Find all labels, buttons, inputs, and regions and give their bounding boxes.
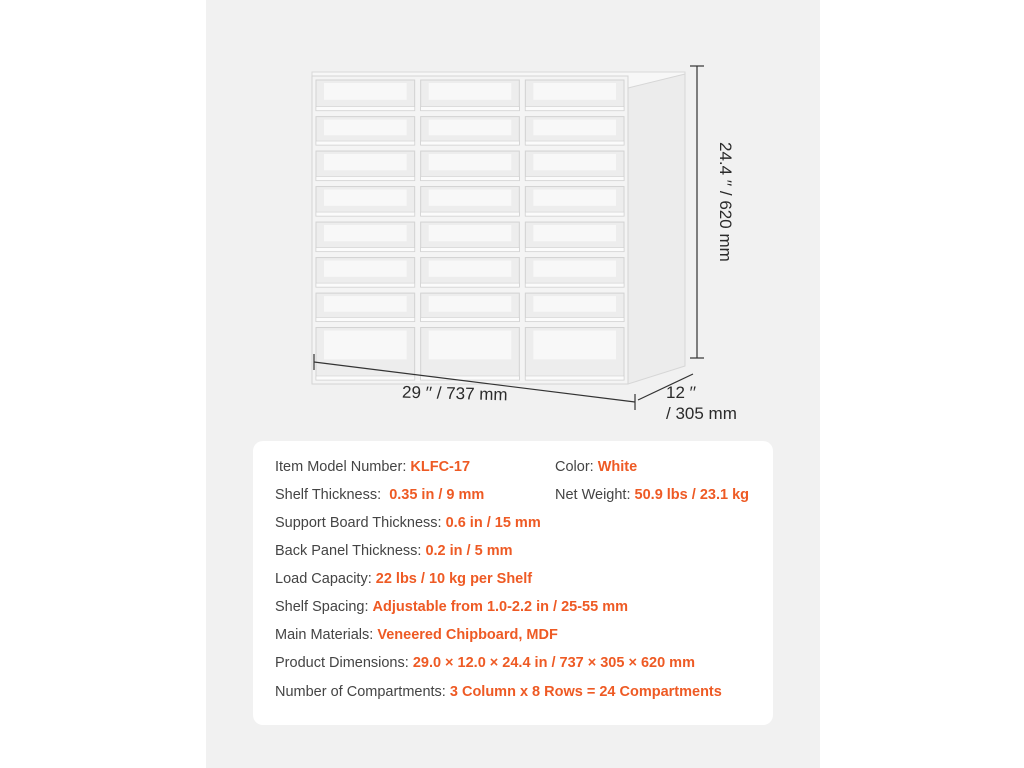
compartment-back-panel: [324, 331, 407, 360]
compartment-back-panel: [324, 190, 407, 206]
spec-net-weight: [555, 487, 749, 503]
spec-compartments: [275, 684, 722, 700]
spec-shelf-thickness: [275, 487, 484, 503]
compartment-back-panel: [324, 83, 407, 100]
spec-back-panel: [275, 543, 513, 559]
shelf-board: [316, 107, 415, 111]
shelf-board: [316, 212, 415, 216]
compartment-back-panel: [324, 261, 407, 277]
spec-label: Number of Compartments:: [275, 684, 450, 700]
compartment-back-panel: [429, 120, 512, 136]
spec-value: 0.2 in / 5 mm: [425, 543, 513, 559]
spec-label: Back Panel Thickness:: [275, 543, 426, 559]
width-dimension-label: 29 ′′ / 737 mm: [401, 382, 508, 405]
compartment-back-panel: [429, 154, 512, 170]
spec-value: 50.9 lbs / 23.1 kg: [634, 487, 749, 503]
shelf-board: [525, 376, 624, 380]
shelf-board: [421, 212, 520, 216]
compartment-back-panel: [533, 296, 616, 312]
spec-value: Adjustable from 1.0-2.2 in / 25-55 mm: [372, 599, 628, 615]
compartment-back-panel: [533, 190, 616, 206]
spec-model: [275, 459, 470, 475]
shelf-board: [421, 107, 520, 111]
spec-value: 29.0 × 12.0 × 24.4 in / 737 × 305 × 620 mm: [412, 655, 695, 671]
compartment-back-panel: [324, 296, 407, 312]
compartment-back-panel: [324, 120, 407, 136]
shelf-compartments: [316, 80, 624, 380]
spec-value: KLFC-17: [410, 459, 471, 475]
spec-value: 0.6 in / 15 mm: [445, 515, 541, 531]
shelf-board: [525, 107, 624, 111]
compartment-back-panel: [324, 154, 407, 170]
spec-value: Veneered Chipboard, MDF: [377, 627, 558, 643]
compartment-back-panel: [429, 83, 512, 100]
depth-dimension-label-metric: / 305 mm: [666, 404, 737, 423]
shelf-board: [421, 283, 520, 287]
spec-label: Support Board Thickness:: [275, 515, 446, 531]
spec-shelf-spacing: [275, 599, 628, 615]
spec-product-dimensions: [275, 655, 695, 671]
shelf-board: [525, 212, 624, 216]
compartment-back-panel: [324, 225, 407, 241]
shelf-board: [316, 283, 415, 287]
shelf-board: [316, 141, 415, 145]
compartment-back-panel: [533, 120, 616, 136]
shelf-board: [525, 248, 624, 252]
shelf-board: [316, 376, 415, 380]
compartment-back-panel: [429, 261, 512, 277]
shelf-board: [316, 177, 415, 181]
spec-load-capacity: [275, 571, 532, 587]
spec-label: Color:: [555, 459, 598, 475]
spec-color: [555, 459, 637, 475]
spec-materials: [275, 627, 558, 643]
shelf-board: [421, 177, 520, 181]
spec-label: Item Model Number:: [275, 459, 411, 475]
compartment-back-panel: [533, 261, 616, 277]
shelf-board: [525, 141, 624, 145]
spec-label: Product Dimensions:: [275, 655, 413, 671]
shelf-board: [525, 318, 624, 322]
compartment-back-panel: [429, 296, 512, 312]
shelf-board: [316, 318, 415, 322]
shelf-board: [421, 141, 520, 145]
spec-value: 3 Column x 8 Rows = 24 Compartments: [449, 684, 722, 700]
compartment-back-panel: [533, 154, 616, 170]
compartment-back-panel: [429, 225, 512, 241]
depth-dimension-label: 12 ′′: [666, 383, 697, 402]
compartment-back-panel: [533, 83, 616, 100]
compartment-back-panel: [533, 331, 616, 360]
shelf-board: [525, 177, 624, 181]
spec-label: Shelf Spacing:: [275, 599, 373, 615]
spec-label: Shelf Thickness:: [275, 487, 390, 503]
shelf-board: [421, 248, 520, 252]
spec-value: 22 lbs / 10 kg per Shelf: [375, 571, 533, 587]
spec-value: 0.35 in / 9 mm: [389, 487, 485, 503]
spec-label: Net Weight:: [555, 487, 635, 503]
spec-support-board: [275, 515, 541, 531]
shelf-board: [316, 248, 415, 252]
compartment-back-panel: [429, 190, 512, 206]
spec-value: White: [597, 459, 638, 475]
shelf-board: [421, 318, 520, 322]
compartment-back-panel: [429, 331, 512, 360]
spec-label: Main Materials:: [275, 627, 378, 643]
shelf-board: [525, 283, 624, 287]
compartment-back-panel: [533, 225, 616, 241]
spec-label: Load Capacity:: [275, 571, 376, 587]
height-dimension-label: 24.4 ′′ / 620 mm: [716, 142, 735, 262]
